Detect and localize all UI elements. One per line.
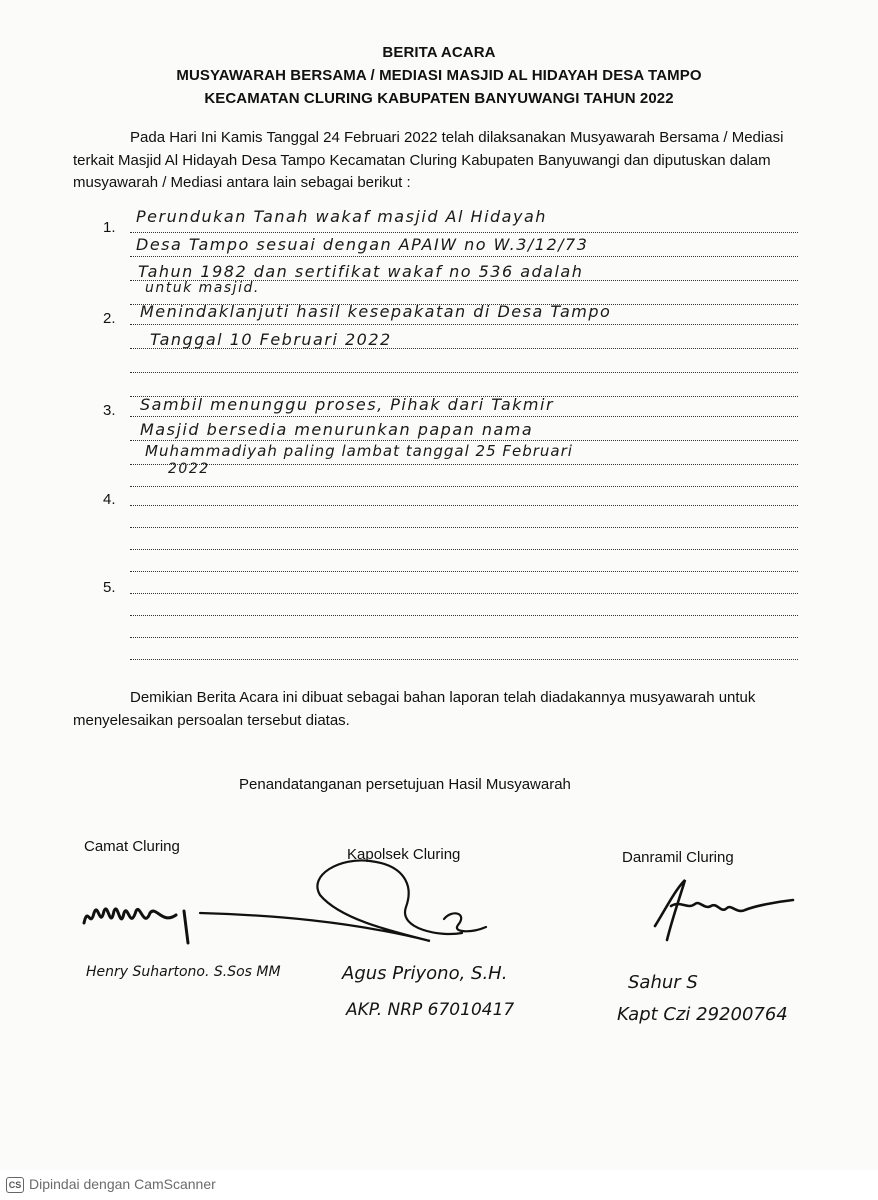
kapolsek-id: AKP. NRP 67010417 bbox=[346, 1000, 515, 1020]
document-subtitle-location: KECAMATAN CLURING KABUPATEN BANYUWANGI TAHUN 2022 bbox=[204, 90, 674, 107]
item-number: 3. bbox=[103, 402, 116, 419]
dotted-line bbox=[130, 527, 798, 528]
handwritten-line: Tahun 1982 dan sertifikat wakaf no 536 adalah bbox=[138, 262, 584, 281]
dotted-line bbox=[130, 232, 798, 233]
kapolsek-signature-icon bbox=[190, 855, 510, 965]
dotted-line bbox=[130, 571, 798, 572]
intro-paragraph: Pada Hari Ini Kamis Tanggal 24 Februari 2022 telah dilaksanakan Musyawarah Bersama / Mediasi terkait Masjid Al Hidayah Desa Tampo Kecamatan Cluring Kabupaten Banyuwangi dan diputuskan dalam musyawarah / Mediasi antara lain sebagai berikut : bbox=[73, 129, 784, 191]
item-number: 2. bbox=[103, 310, 116, 327]
danramil-name: Sahur S bbox=[628, 972, 698, 993]
scanner-footer bbox=[0, 1170, 878, 1200]
dotted-line bbox=[130, 593, 798, 594]
scanner-watermark-text: Dipindai dengan CamScanner bbox=[29, 1176, 216, 1192]
document-subtitle: MUSYAWARAH BERSAMA / MEDIASI MASJID AL HIDAYAH DESA TAMPO bbox=[176, 67, 702, 84]
danramil-signature-icon bbox=[645, 870, 805, 950]
dotted-line bbox=[130, 486, 798, 487]
camat-signature-icon bbox=[80, 895, 200, 955]
camscanner-icon: CS bbox=[6, 1177, 24, 1193]
item-number: 1. bbox=[103, 219, 116, 236]
handwritten-line: Perundukan Tanah wakaf masjid Al Hidayah bbox=[136, 207, 547, 226]
dotted-line bbox=[130, 615, 798, 616]
item-number: 5. bbox=[103, 579, 116, 596]
handwritten-line: Tanggal 10 Februari 2022 bbox=[150, 330, 392, 349]
dotted-line bbox=[130, 440, 798, 441]
handwritten-line: Muhammadiyah paling lambat tanggal 25 Februari bbox=[145, 442, 573, 460]
closing-paragraph: Demikian Berita Acara ini dibuat sebagai bahan laporan telah diadakannya musyawarah untuk menyelesaikan persoalan tersebut diatas. bbox=[73, 689, 756, 729]
danramil-role: Danramil Cluring bbox=[622, 849, 734, 866]
signing-heading: Penandatanganan persetujuan Hasil Musyawarah bbox=[239, 776, 571, 793]
dotted-line bbox=[130, 256, 798, 257]
handwritten-line: Masjid bersedia menurunkan papan nama bbox=[140, 420, 534, 439]
camat-name: Henry Suhartono. S.Sos MM bbox=[86, 964, 281, 980]
dotted-line bbox=[130, 280, 798, 281]
handwritten-line: 2022 bbox=[168, 461, 210, 477]
handwritten-line: Menindaklanjuti hasil kesepakatan di Desa Tampo bbox=[140, 302, 612, 321]
handwritten-line: Sambil menunggu proses, Pihak dari Takmir bbox=[140, 395, 555, 414]
dotted-line bbox=[130, 637, 798, 638]
dotted-line bbox=[130, 505, 798, 506]
camat-role: Camat Cluring bbox=[84, 838, 180, 855]
dotted-line bbox=[130, 549, 798, 550]
kapolsek-role: Kapolsek Cluring bbox=[347, 846, 461, 863]
document-title: BERITA ACARA bbox=[382, 44, 496, 61]
dotted-line bbox=[130, 372, 798, 373]
danramil-id: Kapt Czi 29200764 bbox=[617, 1004, 788, 1025]
dotted-line bbox=[130, 659, 798, 660]
dotted-line bbox=[130, 348, 798, 349]
handwritten-line: untuk masjid. bbox=[145, 280, 260, 296]
dotted-line bbox=[130, 416, 798, 417]
kapolsek-name: Agus Priyono, S.H. bbox=[342, 963, 508, 984]
item-number: 4. bbox=[103, 491, 116, 508]
handwritten-line: Desa Tampo sesuai dengan APAIW no W.3/12/73 bbox=[136, 235, 589, 254]
dotted-line bbox=[130, 464, 798, 465]
dotted-line bbox=[130, 324, 798, 325]
